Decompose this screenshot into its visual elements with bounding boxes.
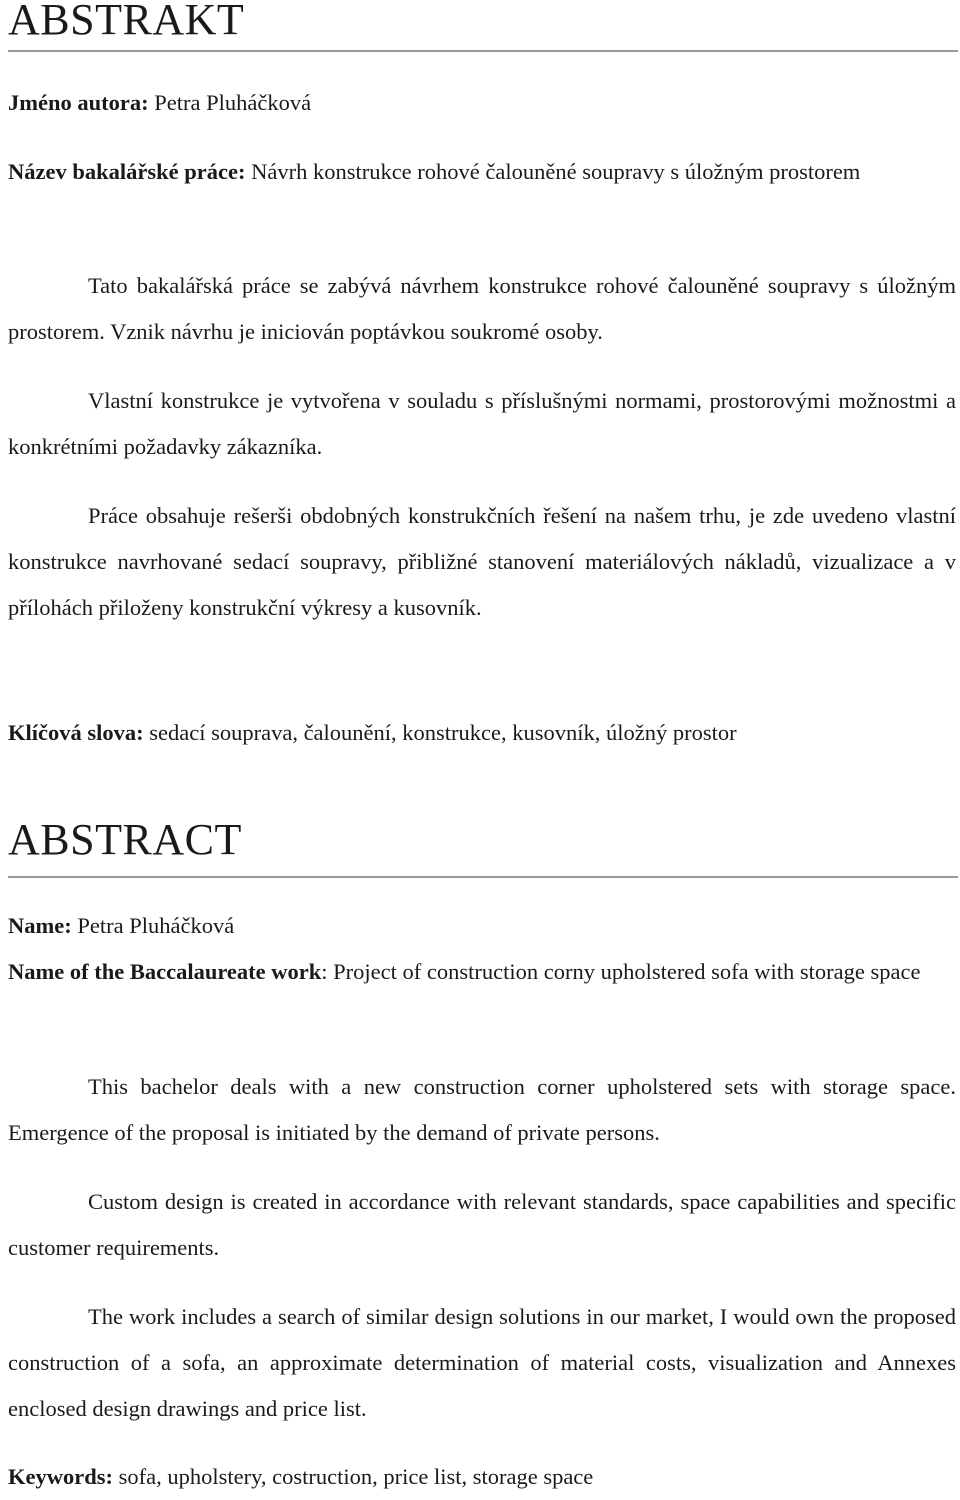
author-value: Petra Pluháčková	[148, 90, 312, 115]
abstrakt-heading: ABSTRAKT	[8, 0, 245, 44]
keywords-line	[8, 710, 737, 756]
abstract-paragraph: Práce obsahuje rešerši obdobných konstrukčních řešení na našem trhu, je zde uvedeno vlastní konstrukce navrhované sedací soupravy, přibližné stanovení materiálových nákladů, vizualizace a v přílohách přiloženy konstrukční výkresy a kusovník.	[8, 503, 956, 620]
name-label: Name:	[8, 913, 72, 938]
thesis-title-label: Název bakalářské práce:	[8, 159, 246, 184]
keywords-label: Klíčová slova:	[8, 720, 144, 745]
work-title-label: Name of the Baccalaureate work	[8, 959, 322, 984]
author-label: Jméno autora:	[8, 90, 149, 115]
keywords-line	[8, 1454, 593, 1500]
abstract-paragraph: Vlastní konstrukce je vytvořena v souladu s příslušnými normami, prostorovými možnostmi a konkrétními požadavky zákazníka.	[8, 388, 956, 459]
keywords-label: Keywords:	[8, 1464, 113, 1489]
name-value: Petra Pluháčková	[71, 913, 235, 938]
thesis-title-line	[8, 149, 860, 195]
abstract-paragraph: This bachelor deals with a new construction corner upholstered sets with storage space. Emergence of the proposal is initiated by the demand of private persons.	[8, 1074, 956, 1145]
author-line	[8, 80, 311, 126]
heading-divider	[8, 876, 958, 878]
thesis-title-value: Návrh konstrukce rohové čalouněné soupravy s úložným prostorem	[245, 159, 861, 184]
work-title-line	[8, 949, 920, 995]
abstract-paragraph: The work includes a search of similar design solutions in our market, I would own the proposed construction of a sofa, an approximate determination of material costs, visualization and Annexes enclosed design drawings and price list.	[8, 1304, 956, 1421]
work-title-value: : Project of construction corny upholstered sofa with storage space	[321, 959, 921, 984]
keywords-value: sedací souprava, čalounění, konstrukce, kusovník, úložný prostor	[143, 720, 737, 745]
name-line	[8, 903, 234, 949]
abstract-heading: ABSTRACT	[8, 815, 242, 864]
abstract-paragraph: Custom design is created in accordance with relevant standards, space capabilities and specific customer requirements.	[8, 1189, 956, 1260]
abstract-paragraph: Tato bakalářská práce se zabývá návrhem konstrukce rohové čalouněné soupravy s úložným prostorem. Vznik návrhu je iniciován poptávkou soukromé osoby.	[8, 273, 956, 344]
keywords-value: sofa, upholstery, costruction, price list, storage space	[113, 1464, 594, 1489]
heading-divider	[8, 50, 958, 52]
